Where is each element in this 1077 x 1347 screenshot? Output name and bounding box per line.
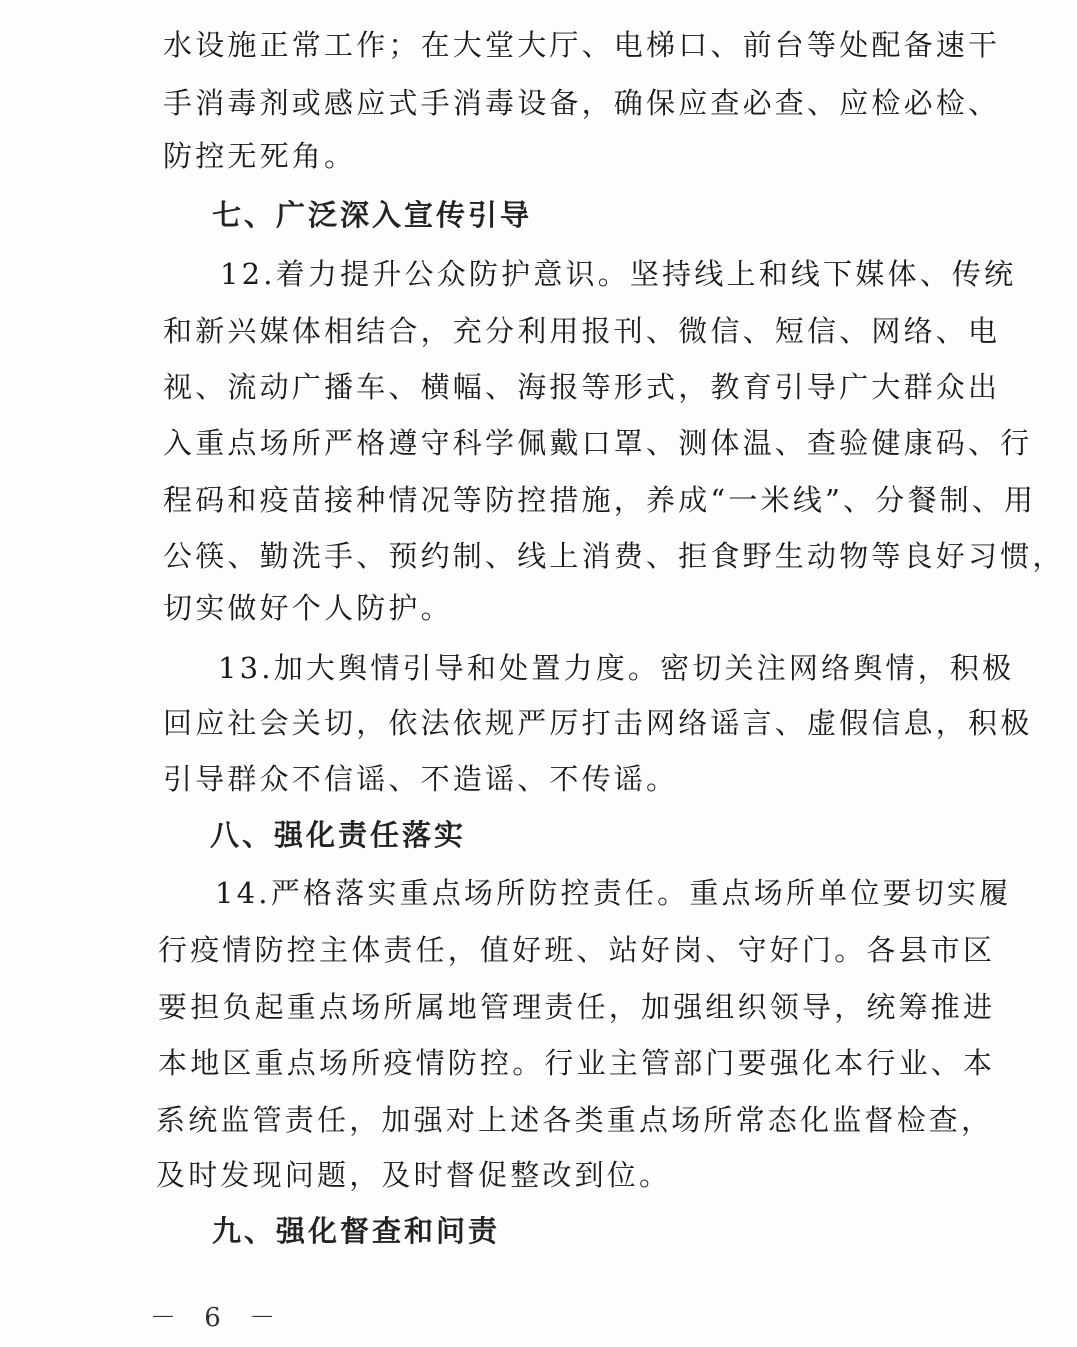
page-number: － 6 － [150, 1303, 286, 1333]
body-text-line: 切实做好个人防护。 [163, 591, 453, 625]
body-text-line: 要担负起重点场所属地管理责任，加强组织领导，统筹推进 [158, 990, 996, 1024]
body-text-line: 入重点场所严格遵守科学佩戴口罩、测体温、查验健康码、行 [163, 426, 1033, 460]
section-heading-9: 九、强化督查和问责 [212, 1214, 501, 1248]
body-text-line: 视、流动广播车、横幅、海报等形式，教育引导广大群众出 [163, 370, 1001, 404]
body-text-line: 和新兴媒体相结合，充分利用报刊、微信、短信、网络、电 [163, 314, 1001, 348]
paragraph-14-first-line: 14.严格落实重点场所防控责任。重点场所单位要切实履 [215, 876, 1012, 910]
body-text-line: 系统监管责任，加强对上述各类重点场所常态化监督检查， [156, 1103, 994, 1137]
body-text-line: 手消毒剂或感应式手消毒设备，确保应查必查、应检必检、 [163, 86, 1001, 120]
body-text-line: 及时发现问题，及时督促整改到位。 [156, 1158, 672, 1192]
body-text-line: 程码和疫苗接种情况等防控措施，养成“一米线”、分餐制、用 [163, 483, 1037, 517]
body-text-line: 防控无死角。 [163, 139, 357, 173]
paragraph-13-first-line: 13.加大舆情引导和处置力度。密切关注网络舆情，积极 [218, 651, 1015, 685]
section-heading-7: 七、广泛深入宣传引导 [212, 198, 533, 232]
paragraph-12-first-line: 12.着力提升公众防护意识。坚持线上和线下媒体、传统 [220, 257, 1017, 291]
body-text-line: 水设施正常工作；在大堂大厅、电梯口、前台等处配备速干 [163, 28, 1001, 62]
section-heading-8: 八、强化责任落实 [210, 818, 467, 852]
body-text-line: 回应社会关切，依法依规严厉打击网络谣言、虚假信息，积极 [163, 706, 1033, 740]
body-text-line: 引导群众不信谣、不造谣、不传谣。 [163, 762, 679, 796]
body-text-line: 行疫情防控主体责任，值好班、站好岗、守好门。各县市区 [158, 933, 996, 967]
body-text-line: 公筷、勤洗手、预约制、线上消费、拒食野生动物等良好习惯， [163, 539, 1065, 573]
body-text-line: 本地区重点场所疫情防控。行业主管部门要强化本行业、本 [158, 1046, 996, 1080]
